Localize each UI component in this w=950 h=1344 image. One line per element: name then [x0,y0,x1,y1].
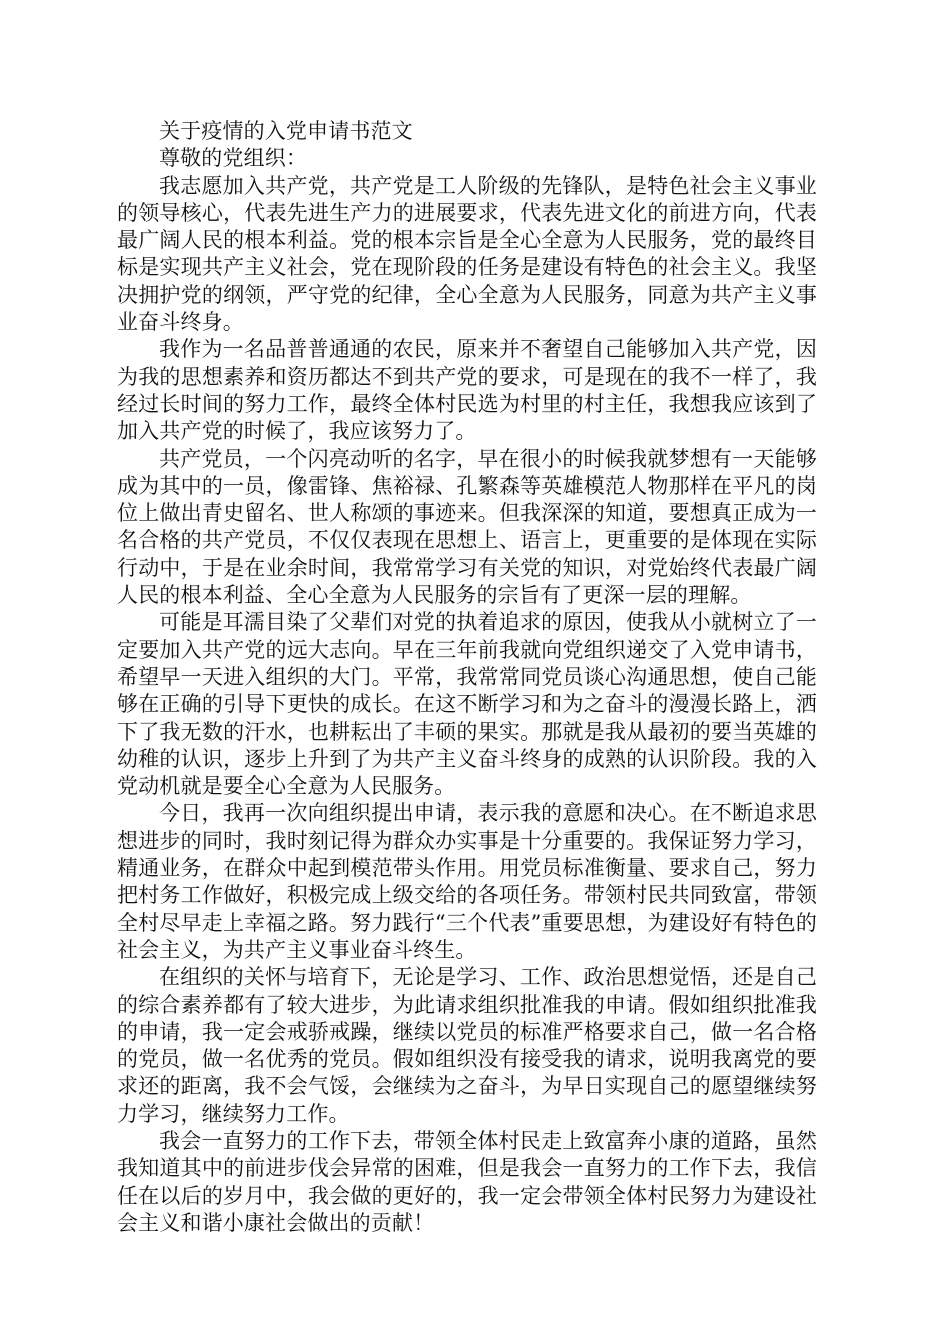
body-paragraph-5: 今日，我再一次向组织提出申请，表示我的意愿和决心。在不断追求思想进步的同时，我时刻记得为群众办实事是十分重要的。我保证努力学习，精通业务，在群众中起到模范带头作用。用党员标准衡量、要求自己，努力把村务工作做好，积极完成上级交给的各项任务。带领村民共同致富，带领全村尽早走上幸福之路。努力践行“三个代表”重要思想，为建设好有特色的社会主义，为共产主义事业奋斗终生。 [117,801,817,962]
body-paragraph-7: 我会一直努力的工作下去，带领全体村民走上致富奔小康的道路，虽然我知道其中的前进步伐会异常的困难，但是我会一直努力的工作下去，我信任在以后的岁月中，我会做的更好的，我一定会带领全体村民努力为建设社会主义和谐小康社会做出的贡献！ [117,1128,817,1235]
salutation: 尊敬的党组织： [159,146,308,171]
body-paragraph-4: 可能是耳濡目染了父辈们对党的执着追求的原因，使我从小就树立了一定要加入共产党的远大志向。早在三年前我就向党组织递交了入党申请书，希望早一天进入组织的大门。平常，我常常同党员谈心沟通思想，使自己能够在正确的引导下更快的成长。在这不断学习和为之奋斗的漫漫长路上，洒下了我无数的汗水，也耕耘出了丰硕的果实。那就是我从最初的要当英雄的幼稚的认识，逐步上升到了为共产主义奋斗终身的成熟的认识阶段。我的入党动机就是要全心全意为人民服务。 [117,610,817,799]
document-body [117,118,817,1237]
body-paragraph-3: 共产党员，一个闪亮动听的名字，早在很小的时候我就梦想有一天能够成为其中的一员，像雷锋、焦裕禄、孔繁森等英雄模范人物那样在平凡的岗位上做出青史留名、世人称颂的事迹来。但我深深的知道，要想真正成为一名合格的共产党员，不仅仅表现在思想上、语言上，更重要的是体现在实际行动中，于是在业余时间，我常常学习有关党的知识，对党始终代表最广阔人民的根本利益、全心全意为人民服务的宗旨有了更深一层的理解。 [117,446,817,608]
document-title: 关于疫情的入党申请书范文 [159,119,413,143]
body-paragraph-1: 我志愿加入共产党，共产党是工人阶级的先锋队，是特色社会主义事业的领导核心，代表先进生产力的进展要求，代表先进文化的前进方向，代表最广阔人民的根本利益。党的根本宗旨是全心全意为人民服务，党的最终目标是实现共产主义社会，党在现阶段的任务是建设有特色的社会主义。我坚决拥护党的纲领，严守党的纪律，全心全意为人民服务，同意为共产主义事业奋斗终身。 [117,173,817,335]
body-paragraph-2: 我作为一名品普普通通的农民，原来并不奢望自己能够加入共产党，因为我的思想素养和资历都达不到共产党的要求，可是现在的我不一样了，我经过长时间的努力工作，最终全体村民选为村里的村主任，我想我应该到了加入共产党的时候了，我应该努力了。 [117,337,817,444]
body-paragraph-6: 在组织的关怀与培育下，无论是学习、工作、政治思想觉悟，还是自己的综合素养都有了较大进步，为此请求组织批准我的申请。假如组织批准我的申请，我一定会戒骄戒躁，继续以党员的标准严格要求自己，做一名合格的党员，做一名优秀的党员。假如组织没有接受我的请求，说明我离党的要求还的距离，我不会气馁，会继续为之奋斗，为早日实现自己的愿望继续努力学习，继续努力工作。 [117,965,817,1126]
